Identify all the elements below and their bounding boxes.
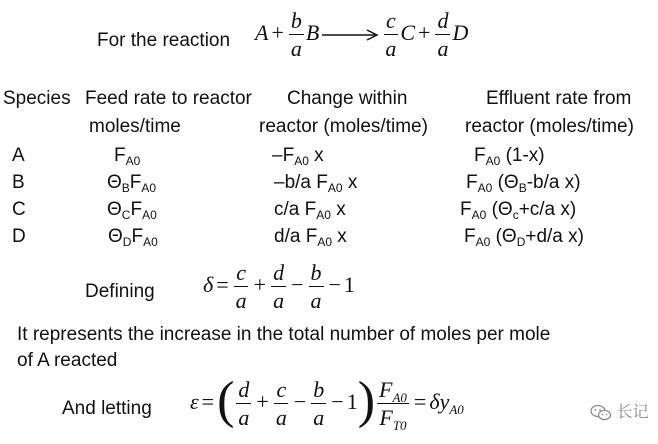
header-species: Species	[3, 88, 71, 109]
row-species: D	[12, 226, 26, 247]
row-feed: $F_{A0}$	[114, 145, 141, 168]
reaction-intro: For the reaction	[97, 30, 231, 51]
row-change: $-F_{A0}$ x	[272, 145, 324, 168]
watermark-text: 长记	[616, 404, 649, 421]
row-change: d/a $F_{A0}$ x	[274, 226, 347, 249]
left-paren: (	[217, 372, 235, 429]
watermark	[590, 399, 648, 422]
y-subscript: A0	[449, 402, 464, 418]
header-effluent-line2: reactor (moles/time)	[465, 116, 634, 137]
row-effluent: $F_{A0}$ ($\Theta_D+d/a$ x)	[464, 226, 584, 249]
frac-c-over-a	[383, 10, 398, 60]
row-species: A	[12, 145, 25, 166]
frac-den: a	[273, 288, 285, 313]
frac-num: d	[238, 377, 250, 402]
header-change-line1: Change within	[287, 88, 408, 109]
eq-species-c: C	[400, 20, 416, 46]
frac-d-over-a	[271, 262, 286, 312]
right-paren: )	[357, 372, 376, 429]
eq-plus: +	[418, 20, 431, 46]
delta-equation	[203, 262, 355, 312]
y-symbol: y	[439, 389, 450, 415]
epsilon-symbol: ε	[190, 389, 199, 415]
statement-line2: of A reacted	[17, 350, 118, 371]
eq-one: 1	[346, 389, 358, 415]
epsilon-equation	[190, 372, 464, 433]
frac-num: d	[273, 260, 285, 285]
eq-plus: +	[253, 272, 267, 298]
frac-c-over-a	[274, 379, 289, 429]
delta-symbol: δ	[203, 272, 214, 298]
eq-species-d: D	[452, 20, 469, 46]
row-effluent: $F_{A0}$ ($\Theta_B-b/a$ x)	[466, 172, 581, 195]
frac-b-over-a	[309, 262, 324, 312]
delta-symbol: δ	[429, 389, 440, 415]
frac-b-over-a	[289, 10, 304, 60]
eq-species-b: B	[305, 20, 320, 46]
eq-plus: +	[256, 389, 269, 415]
header-feed-line2: moles/time	[89, 116, 181, 137]
frac-den: $F_{T0}$	[379, 405, 407, 433]
eq-minus: −	[331, 389, 344, 415]
eq-plus: +	[271, 20, 284, 46]
frac-num: d	[437, 8, 449, 33]
row-change: –b/a $F_{A0}$ x	[274, 172, 358, 195]
row-feed: $\Theta_CF_{A0}$	[107, 199, 157, 222]
header-change-line2: reactor (moles/time)	[259, 116, 428, 137]
row-feed: $\Theta_BF_{A0}$	[107, 172, 157, 195]
statement-line1: It represents the increase in the total number of moles per mole	[17, 324, 551, 345]
frac-den: a	[238, 405, 250, 430]
frac-b-over-a	[311, 379, 326, 429]
frac-num: b	[313, 377, 325, 402]
eq-one: 1	[343, 272, 355, 298]
row-effluent: $F_{A0}$ (1-x)	[474, 145, 545, 168]
row-feed: $\Theta_DF_{A0}$	[108, 226, 158, 249]
frac-den: a	[275, 405, 287, 430]
row-change: c/a $F_{A0}$ x	[274, 199, 346, 222]
row-effluent: $F_{A0}$ ($\Theta_c+c/a$ x)	[460, 199, 577, 222]
eq-sign: =	[201, 389, 215, 415]
letting-label: And letting	[62, 398, 152, 419]
defining-label: Defining	[85, 281, 155, 302]
frac-num: b	[290, 8, 302, 33]
frac-num: b	[310, 260, 322, 285]
frac-den: a	[313, 405, 325, 430]
eq-species-a: A	[255, 20, 269, 46]
header-effluent-line1: Effluent rate from	[486, 88, 632, 109]
frac-den: a	[437, 36, 449, 61]
frac-d-over-a	[236, 379, 251, 429]
frac-fa0-over-ft0	[377, 377, 409, 433]
frac-c-over-a	[234, 262, 249, 312]
frac-den: a	[385, 36, 397, 61]
frac-num: c	[385, 8, 396, 33]
eq-sign: =	[413, 389, 427, 415]
reaction-arrow	[321, 28, 379, 42]
frac-num: c	[236, 260, 247, 285]
frac-den: a	[235, 288, 247, 313]
frac-num: $F_{A0}$	[379, 377, 407, 405]
frac-d-over-a	[435, 10, 450, 60]
wechat-icon	[590, 404, 612, 422]
frac-num: c	[276, 377, 287, 402]
frac-den: a	[310, 288, 322, 313]
row-species: B	[12, 172, 25, 193]
eq-minus: −	[293, 389, 307, 415]
frac-den: a	[290, 36, 302, 61]
eq-sign: =	[216, 272, 229, 298]
row-species: C	[12, 199, 26, 220]
header-feed-line1: Feed rate to reactor	[85, 88, 252, 109]
eq-minus: −	[291, 272, 304, 298]
eq-minus: −	[328, 272, 341, 298]
reaction-equation	[255, 10, 468, 60]
